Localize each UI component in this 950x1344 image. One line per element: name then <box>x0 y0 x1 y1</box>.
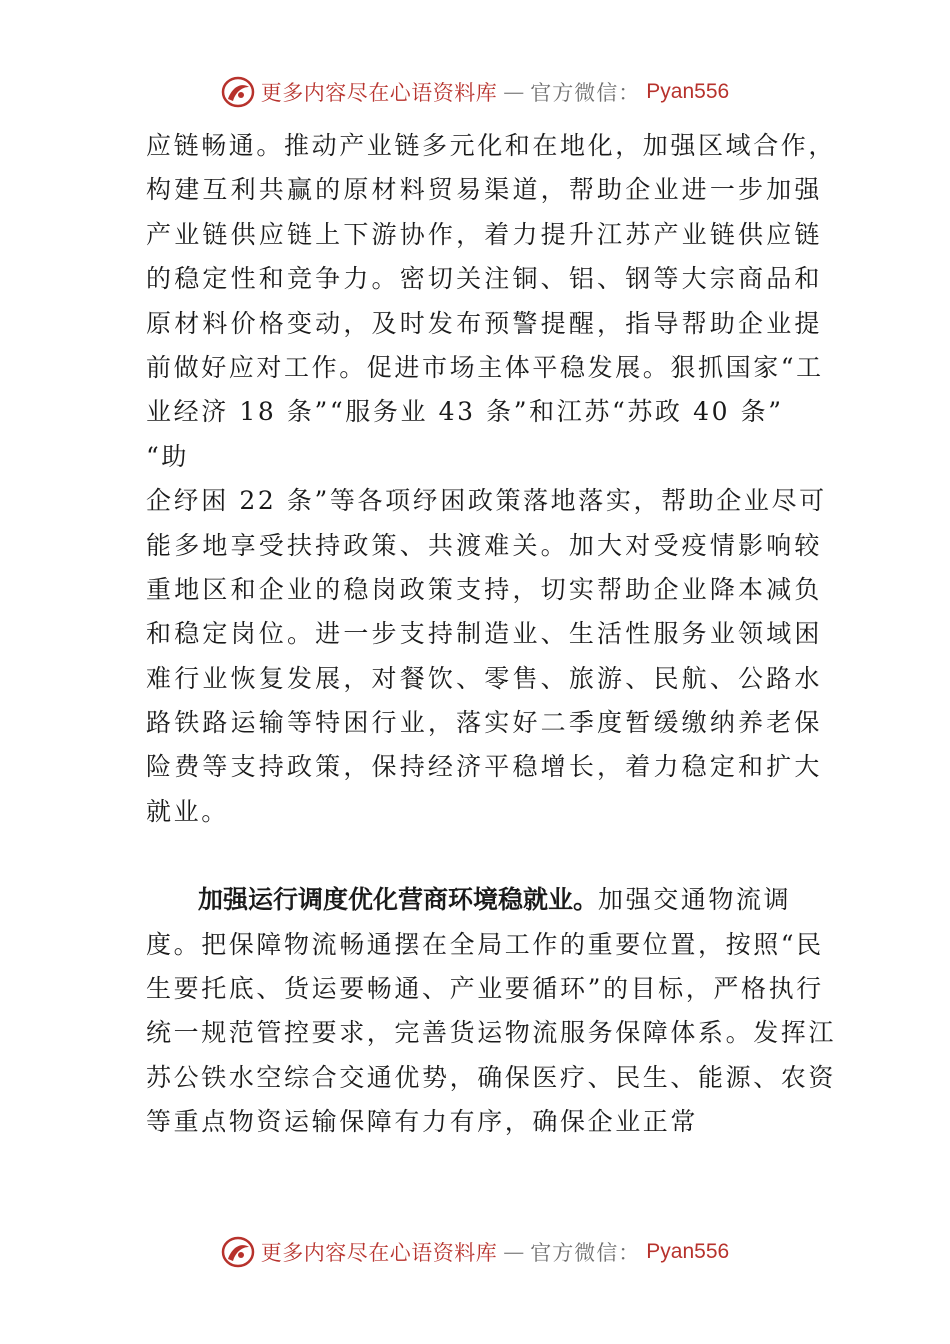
brand-logo-icon <box>221 75 255 109</box>
watermark-brand-text: 更多内容尽在心语资料库 <box>260 81 498 105</box>
text-line: 险费等支持政策，保持经济平稳增长，着力稳定和扩大 <box>146 752 822 782</box>
watermark-wechat-id: Pyan556 <box>646 80 730 103</box>
paragraph-gap <box>146 834 822 878</box>
text-line: 统一规范管控要求，完善货运物流服务保障体系。发挥江 <box>146 1018 837 1048</box>
paragraph-2 <box>146 878 837 1144</box>
watermark-dash: — <box>503 1240 525 1264</box>
text-line: 度。把保障物流畅通摆在全局工作的重要位置，按照“民 <box>146 929 824 959</box>
brand-logo-icon <box>221 1235 255 1269</box>
text-run: 加强交通物流调 <box>598 885 792 915</box>
text-line: 业经济 18 条”“服务业 43 条”和江苏“苏政 40 条” <box>146 397 784 427</box>
watermark-label: 官方微信： <box>530 81 641 105</box>
text-line: 路铁路运输等特困行业，落实好二季度暂缓缴纳养老保 <box>146 708 822 738</box>
watermark-brand-text: 更多内容尽在心语资料库 <box>260 1241 498 1265</box>
text-line: 能多地享受扶持政策、共渡难关。加大对受疫情影响较 <box>146 530 822 560</box>
text-line: 重地区和企业的稳岗政策支持，切实帮助企业降本减负 <box>146 574 822 604</box>
section-heading: 加强运行调度优化营商环境稳就业。 <box>198 885 599 915</box>
header-watermark <box>0 72 950 112</box>
text-line: 原材料价格变动，及时发布预警提醒，指导帮助企业提 <box>146 308 822 338</box>
text-line: 和稳定岗位。进一步支持制造业、生活性服务业领域困 <box>146 619 822 649</box>
footer-watermark <box>0 1232 950 1272</box>
watermark-dash: — <box>503 80 525 104</box>
text-line: 难行业恢复发展，对餐饮、零售、旅游、民航、公路水 <box>146 663 822 693</box>
text-line: 应链畅通。推动产业链多元化和在地化，加强区域合作， <box>146 131 837 160</box>
text-line-first <box>146 878 822 922</box>
text-line: 生要托底、货运要畅通、产业要循环”的目标，严格执行 <box>146 974 824 1004</box>
watermark-wechat-id: Pyan556 <box>646 1240 730 1263</box>
text-line: 产业链供应链上下游协作，着力提升江苏产业链供应链 <box>146 219 822 249</box>
text-line: 的稳定性和竞争力。密切关注铜、铝、钢等大宗商品和 <box>146 264 822 294</box>
watermark-label: 官方微信： <box>530 1241 641 1265</box>
text-line: 前做好应对工作。促进市场主体平稳发展。狠抓国家“工 <box>146 352 824 382</box>
text-line: 苏公铁水空综合交通优势，确保医疗、民生、能源、农资 <box>146 1062 837 1092</box>
text-line: 构建互利共赢的原材料贸易渠道，帮助企业进一步加强 <box>146 175 822 205</box>
text-line: 就业。 <box>146 796 229 826</box>
text-line: 等重点物资运输保障有力有序，确保企业正常 <box>146 1107 699 1137</box>
document-body <box>146 124 837 1145</box>
paragraph-1 <box>146 124 837 834</box>
text-line: 企纾困 22 条”等各项纾困政策落地落实，帮助企业尽可 <box>146 486 827 516</box>
text-line: “助 <box>146 441 189 471</box>
